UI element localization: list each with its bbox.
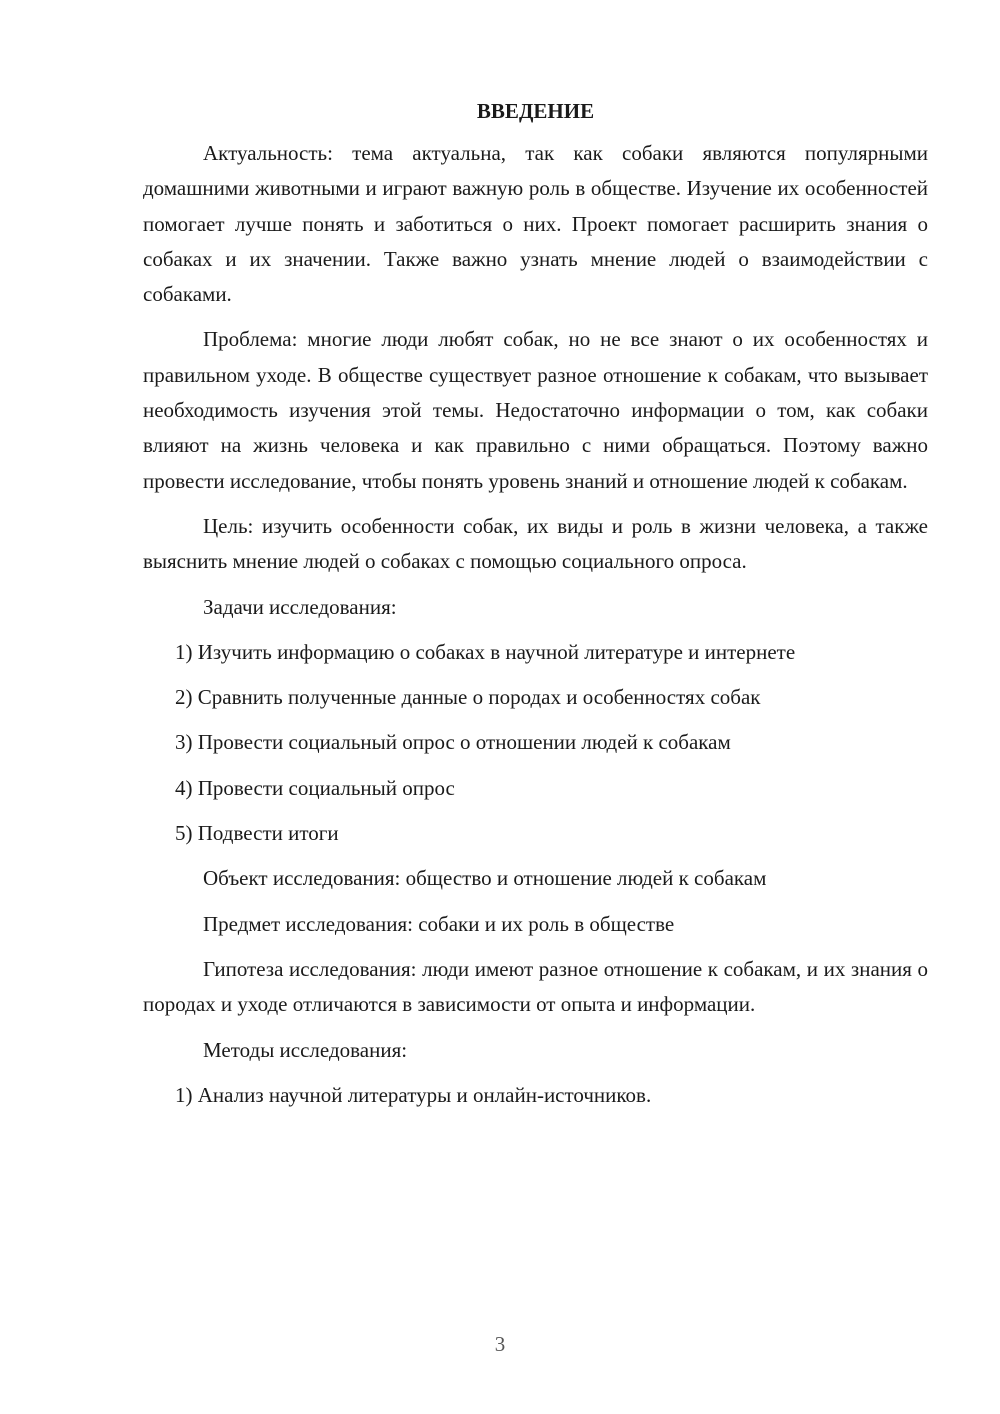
- document-page: [143, 96, 928, 1123]
- research-subject: Предмет исследования: собаки и их роль в обществе: [203, 911, 675, 936]
- methods-list: [143, 1078, 928, 1113]
- goal-paragraph: Цель: изучить особенности собак, их виды и роль в жизни человека, а также выяснить мнение людей о собаках с помощью социального опроса.: [143, 513, 928, 574]
- tasks-list: [143, 635, 928, 851]
- relevance-paragraph: Актуальность: тема актуальна, так как собаки являются популярными домашними животными и играют важную роль в обществе. Изучение их особенностей помогает лучше понять и заботиться о них. Проект помогает расширить знания о собаках и их значении. Также важно узнать мнение людей о взаимодействии с собаками.: [143, 141, 928, 307]
- task-item: 2) Сравнить полученные данные о породах и особенностях собак: [175, 685, 761, 710]
- hypothesis-paragraph: Гипотеза исследования: люди имеют разное отношение к собакам, и их знания о породах и уходе отличаются в зависимости от опыта и информации.: [143, 956, 928, 1017]
- method-item: 1) Анализ научной литературы и онлайн-источников.: [175, 1082, 652, 1107]
- task-item: 4) Провести социальный опрос: [175, 775, 455, 800]
- methods-heading: Методы исследования:: [203, 1037, 408, 1062]
- tasks-heading: Задачи исследования:: [203, 594, 397, 619]
- problem-paragraph: Проблема: многие люди любят собак, но не все знают о их особенностях и правильном уходе. В обществе существует разное отношение к собакам, что вызывает необходимость изучения этой темы. Недостаточно информации о том, как собаки влияют на жизнь человека и как правильно с ними обращаться. Поэтому важно провести исследование, чтобы понять уровень знаний и отношение людей к собакам.: [143, 327, 928, 493]
- page-number: 3: [494, 1332, 506, 1356]
- task-item: 1) Изучить информацию о собаках в научной литературе и интернете: [175, 639, 796, 664]
- section-title: ВВЕДЕНИЕ: [476, 99, 595, 123]
- task-item: 3) Провести социальный опрос о отношении людей к собакам: [175, 730, 731, 755]
- research-object: Объект исследования: общество и отношение людей к собакам: [203, 866, 767, 891]
- task-item: 5) Подвести итоги: [175, 821, 339, 846]
